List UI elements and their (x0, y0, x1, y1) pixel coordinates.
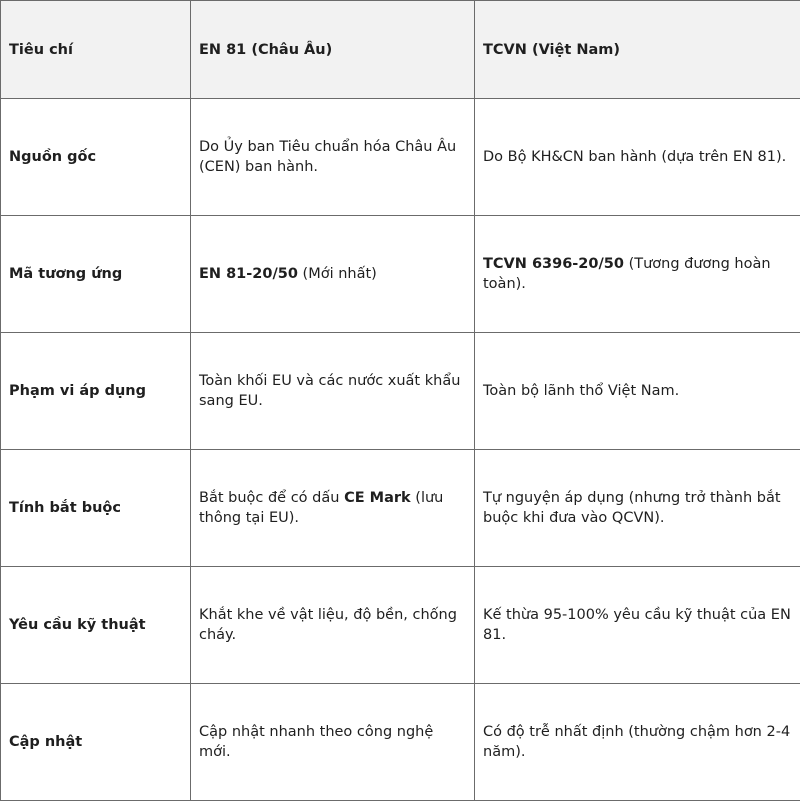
criterion-cell: Cập nhật (1, 684, 191, 801)
cell-text: Tự nguyện áp dụng (nhưng trở thành bắt buộc khi đưa vào QCVN). (483, 490, 781, 526)
cell-text: (Tương đương hoàn toàn). (483, 256, 771, 292)
cell-text: Do Ủy ban Tiêu chuẩn hóa Châu Âu (CEN) ban hành. (199, 139, 456, 175)
table-row (1, 684, 800, 801)
cell-text: Toàn khối EU và các nước xuất khẩu sang EU. (199, 373, 460, 409)
ce-mark-text: CE Mark (344, 490, 411, 506)
criterion-cell: Tính bắt buộc (1, 450, 191, 567)
cell-text: Khắt khe về vật liệu, độ bền, chống cháy. (199, 607, 457, 643)
cell-text: (lưu thông tại EU). (199, 490, 443, 526)
tcvn-cell (475, 684, 800, 801)
cell-text: Có độ trễ nhất định (thường chậm hơn 2-4 năm). (483, 724, 790, 760)
table-header-row (1, 1, 800, 99)
en81-cell (191, 567, 475, 684)
tcvn-cell (475, 333, 800, 450)
table-row (1, 450, 800, 567)
table-row (1, 99, 800, 216)
en81-cell (191, 216, 475, 333)
tcvn-cell (475, 99, 800, 216)
criterion-cell: Phạm vi áp dụng (1, 333, 191, 450)
header-en81: EN 81 (Châu Âu) (191, 1, 475, 99)
en81-cell (191, 450, 475, 567)
header-criteria: Tiêu chí (1, 1, 191, 99)
tcvn-cell (475, 450, 800, 567)
cell-text: Bắt buộc để có dấu (199, 490, 344, 506)
tcvn-cell (475, 216, 800, 333)
table-row (1, 567, 800, 684)
table-row (1, 333, 800, 450)
cell-text: Toàn bộ lãnh thổ Việt Nam. (483, 383, 679, 399)
header-tcvn: TCVN (Việt Nam) (475, 1, 800, 99)
en81-cell (191, 684, 475, 801)
cell-text: Do Bộ KH&CN ban hành (dựa trên EN 81). (483, 149, 786, 165)
criterion-cell: Mã tương ứng (1, 216, 191, 333)
en81-cell (191, 99, 475, 216)
tcvn-cell (475, 567, 800, 684)
criterion-cell: Nguồn gốc (1, 99, 191, 216)
table-row (1, 216, 800, 333)
cell-text: Cập nhật nhanh theo công nghệ mới. (199, 724, 433, 760)
standard-code: TCVN 6396-20/50 (483, 256, 624, 272)
en81-cell (191, 333, 475, 450)
criterion-cell: Yêu cầu kỹ thuật (1, 567, 191, 684)
cell-text: (Mới nhất) (298, 266, 377, 282)
standard-code: EN 81-20/50 (199, 266, 298, 282)
cell-text: Kế thừa 95-100% yêu cầu kỹ thuật của EN 81. (483, 607, 791, 643)
